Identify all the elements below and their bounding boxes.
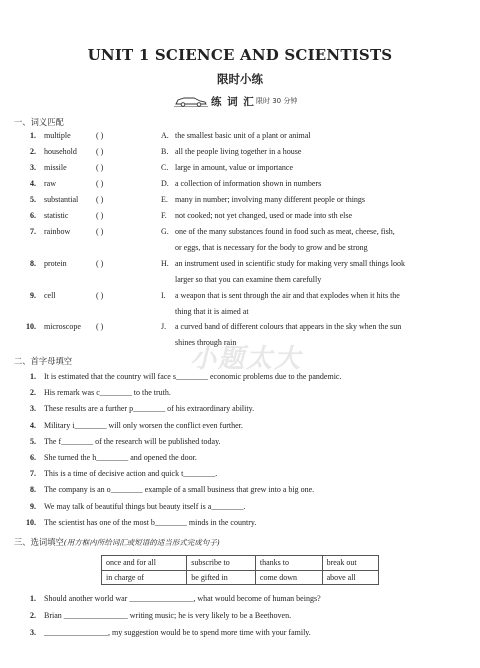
word-box-row	[102, 556, 379, 571]
answer-blank: ( )	[96, 131, 104, 140]
fill-row	[14, 518, 466, 528]
item-word: missile	[44, 163, 67, 172]
fill-row	[14, 611, 466, 621]
matching-row	[14, 211, 466, 221]
fill-row	[14, 628, 466, 638]
definition-text: a curved band of different colours that appears in the sky when the sun	[175, 322, 402, 331]
word-box	[101, 555, 379, 585]
item-word: statistic	[44, 211, 69, 220]
item-number: 4.	[30, 420, 36, 430]
page-title: UNIT 1 SCIENCE AND SCIENTISTS	[87, 46, 393, 64]
item-word: multiple	[44, 131, 71, 140]
definition-letter: H.	[161, 259, 169, 268]
item-word: household	[44, 147, 77, 156]
item-number: 10.	[26, 322, 36, 331]
definition-letter: I.	[161, 291, 166, 300]
item-number: 10.	[26, 517, 36, 527]
definition-text: larger so that you can examine them carefully	[175, 275, 322, 284]
answer-blank: ( )	[96, 163, 104, 172]
fill-row	[14, 502, 466, 512]
definition-letter: D.	[161, 179, 169, 188]
fill-row	[14, 453, 466, 463]
matching-row	[14, 227, 466, 252]
item-number: 1.	[30, 372, 36, 381]
item-word: cell	[44, 291, 56, 300]
definition-text: an instrument used in scientific study for making very small things look	[175, 259, 405, 268]
sentence-text: Brian ________________ writing music; he is very likely to be a Beethoven.	[44, 611, 292, 620]
item-number: 2.	[30, 147, 36, 156]
definition-letter: A.	[161, 131, 169, 140]
word-box-cell: come down	[255, 570, 322, 585]
matching-row	[14, 291, 466, 316]
answer-blank: ( )	[96, 195, 104, 204]
sentence-text: We may talk of beautiful things but beauty itself is a________.	[44, 501, 246, 511]
word-box-cell: once and for all	[102, 556, 187, 571]
definition-text: many in number; involving many different people or things	[175, 195, 366, 204]
badge-time: 限时 30 分钟	[256, 97, 298, 105]
car-icon	[174, 95, 208, 107]
word-box-cell: break out	[322, 556, 378, 571]
answer-blank: ( )	[96, 179, 104, 188]
item-number: 7.	[30, 227, 36, 236]
definition-letter: B.	[161, 147, 169, 156]
definition-letter: J.	[161, 322, 167, 331]
item-number: 3.	[30, 163, 36, 172]
answer-blank: ( )	[96, 227, 104, 236]
matching-row	[14, 259, 466, 284]
sentence-text: She turned the h________ and opened the door.	[44, 453, 197, 462]
definition-text: not cooked; not yet changed, used or made into sth else	[175, 211, 353, 220]
word-box-cell: above all	[322, 570, 378, 585]
item-number: 9.	[30, 501, 36, 511]
definition-text: one of the many substances found in food such as meat, cheese, fish,	[175, 227, 395, 236]
definition-text: shines through rain	[175, 338, 237, 347]
fill-row	[14, 594, 466, 604]
word-box-cell: subscribe to	[187, 556, 256, 571]
item-number: 8.	[30, 259, 36, 268]
item-word: raw	[44, 179, 56, 188]
item-number: 5.	[30, 436, 36, 446]
page-subtitle: 限时小练	[217, 72, 263, 86]
word-box-cell: thanks to	[255, 556, 322, 571]
section3-heading	[14, 536, 220, 548]
item-number: 8.	[30, 485, 36, 495]
matching-row	[14, 179, 466, 189]
item-number: 4.	[30, 179, 36, 188]
watermark: 小题太大	[190, 344, 303, 374]
definition-letter: E.	[161, 195, 168, 204]
sentence-text: Military i________ will only worsen the conflict even further.	[44, 420, 243, 430]
matching-row	[14, 322, 466, 347]
item-number: 9.	[30, 291, 36, 300]
section3-title: 三、选词填空	[14, 537, 64, 547]
answer-blank: ( )	[96, 291, 104, 300]
item-word: microscope	[44, 322, 81, 331]
fill-row	[14, 437, 466, 447]
definition-text: all the people living together in a house	[175, 147, 302, 156]
section2-heading: 二、首字母填空	[14, 356, 73, 366]
definition-text: the smallest basic unit of a plant or animal	[175, 131, 311, 140]
word-box-cell: in charge of	[102, 570, 187, 585]
sentence-text: This is a time of decisive action and quick t________.	[44, 469, 218, 479]
sentence-text: Should another world war ________________, what would become of human beings?	[44, 594, 321, 603]
sentence-text: His remark was c________ to the truth.	[44, 388, 171, 398]
definition-text: large in amount, value or importance	[175, 163, 294, 172]
answer-blank: ( )	[96, 147, 104, 156]
answer-blank: ( )	[96, 259, 104, 268]
item-number: 1.	[30, 594, 36, 603]
sentence-text: It is estimated that the country will face s________ economic problems due to the pandemic.	[44, 372, 342, 381]
item-word: protein	[44, 259, 67, 268]
fill-row	[14, 469, 466, 479]
fill-row	[14, 421, 466, 431]
answer-blank: ( )	[96, 211, 104, 220]
item-number: 2.	[30, 388, 36, 398]
item-number: 3.	[30, 404, 36, 414]
word-box-row	[102, 570, 379, 585]
definition-text: thing that it is aimed at	[175, 307, 249, 316]
matching-row	[14, 163, 466, 173]
fill-row	[14, 404, 466, 414]
definition-text: a weapon that is sent through the air and that explodes when it hits the	[175, 291, 400, 300]
matching-row	[14, 147, 466, 157]
definition-letter: G.	[161, 227, 169, 236]
fill-row	[14, 485, 466, 495]
matching-row	[14, 195, 466, 205]
item-number: 6.	[30, 211, 36, 220]
item-number: 3.	[30, 628, 36, 637]
item-number: 1.	[30, 131, 36, 140]
section3-note: (用方框内所给词汇或短语的适当形式完成句子)	[63, 538, 220, 547]
item-number: 6.	[30, 453, 36, 462]
sentence-text: ________________, my suggestion would be to spend more time with your family.	[44, 628, 311, 637]
item-number: 7.	[30, 469, 36, 479]
word-box-cell: be gifted in	[187, 570, 256, 585]
sentence-text: The scientist has one of the most b________ minds in the country.	[44, 517, 257, 527]
fill-row	[14, 372, 466, 382]
section-badge	[174, 94, 314, 108]
fill-row	[14, 388, 466, 398]
answer-blank: ( )	[96, 322, 104, 331]
definition-text: a collection of information shown in numbers	[175, 179, 322, 188]
item-word: rainbow	[44, 227, 71, 236]
sentence-text: The company is an o________ example of a small business that grew into a big one.	[44, 485, 315, 495]
definition-letter: C.	[161, 163, 169, 172]
badge-brand: 练 词 汇	[211, 96, 255, 108]
sentence-text: The f________ of the research will be published today.	[44, 436, 221, 446]
matching-row	[14, 131, 466, 141]
definition-text: or eggs, that is necessary for the body to grow and be strong	[175, 243, 368, 252]
section1-heading: 一、词义匹配	[14, 117, 64, 127]
definition-letter: F.	[161, 211, 167, 220]
item-number: 2.	[30, 611, 36, 620]
item-number: 5.	[30, 195, 36, 204]
item-word: substantial	[44, 195, 79, 204]
sentence-text: These results are a further p________ of his extraordinary ability.	[44, 404, 255, 414]
